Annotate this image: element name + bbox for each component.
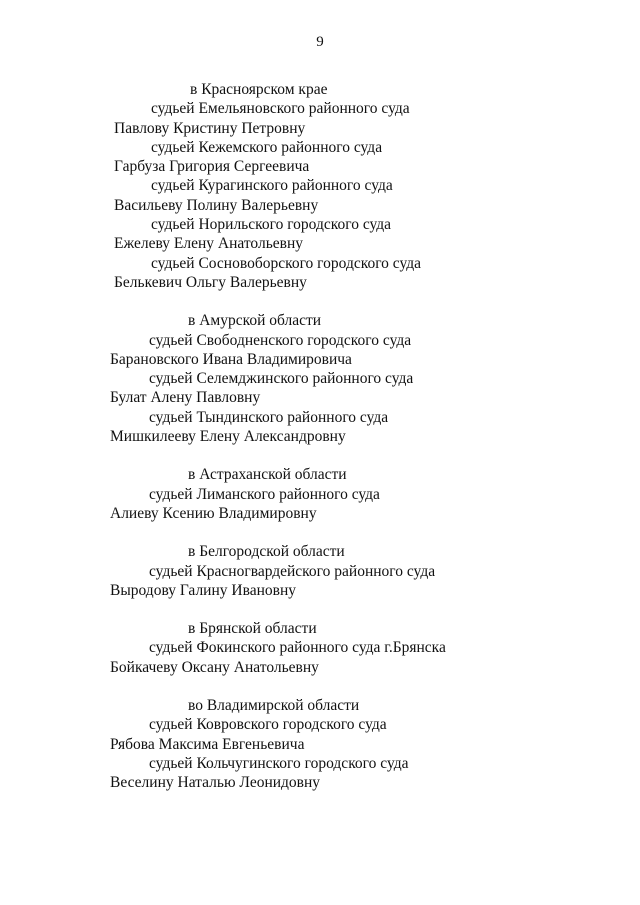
region-vladimir: [0, 696, 640, 792]
judge-name: Булат Алену Павловну: [110, 389, 261, 407]
judge-name: Барановского Ивана Владимировича: [110, 350, 352, 368]
court-title: судьей Красногвардейского районного суда: [149, 562, 436, 580]
judge-name: Алиеву Ксению Владимировну: [110, 504, 317, 522]
region-heading: в Амурской области: [188, 312, 322, 330]
judge-name: Выродову Галину Ивановну: [110, 581, 296, 599]
region-heading: в Красноярском крае: [190, 81, 328, 98]
judge-name: Веселину Наталью Леонидовну: [110, 774, 321, 792]
court-title: судьей Тындинского районного суда: [149, 408, 389, 426]
court-title: судьей Кежемского районного суда: [151, 138, 383, 156]
judge-name: Васильеву Полину Валерьевну: [114, 196, 319, 214]
court-title: судьей Курагинского районного суда: [151, 177, 393, 195]
court-title: судьей Емельяновского районного суда: [151, 100, 410, 118]
judge-name: Павлову Кристину Петровну: [114, 119, 306, 137]
region-heading: в Белгородской области: [188, 543, 345, 561]
court-title: судьей Сосновоборского городского суда: [151, 254, 422, 272]
region-belgorod: [0, 542, 640, 600]
court-title: судьей Свободненского городского суда: [149, 331, 412, 349]
region-heading: в Брянской области: [188, 620, 317, 638]
judge-name: Гарбуза Григория Сергеевича: [114, 158, 310, 176]
court-title: судьей Фокинского районного суда г.Брянска: [149, 639, 446, 657]
court-title: судьей Норильского городского суда: [151, 216, 392, 234]
region-krasnoyarsk: [0, 80, 640, 292]
region-heading: в Астраханской области: [188, 466, 347, 484]
page-number: 9: [316, 34, 324, 50]
appointments-list: [0, 80, 640, 812]
region-heading: во Владимирской области: [188, 697, 360, 715]
judge-name: Рябова Максима Евгеньевича: [110, 735, 305, 753]
region-astrakhan: [0, 465, 640, 523]
judge-name: Бойкачеву Оксану Анатольевну: [110, 658, 319, 676]
judge-name: Белькевич Ольгу Валерьевну: [114, 273, 307, 291]
court-title: судьей Лиманского районного суда: [149, 485, 380, 503]
judge-name: Ежелеву Елену Анатольевну: [114, 235, 304, 253]
judge-name: Мишкилееву Елену Александровну: [110, 428, 346, 446]
region-bryansk: [0, 619, 640, 677]
court-title: судьей Ковровского городского суда: [149, 716, 387, 734]
court-title: судьей Кольчугинского городского суда: [149, 754, 409, 772]
court-title: судьей Селемджинского районного суда: [149, 370, 414, 388]
region-amur: [0, 311, 640, 446]
